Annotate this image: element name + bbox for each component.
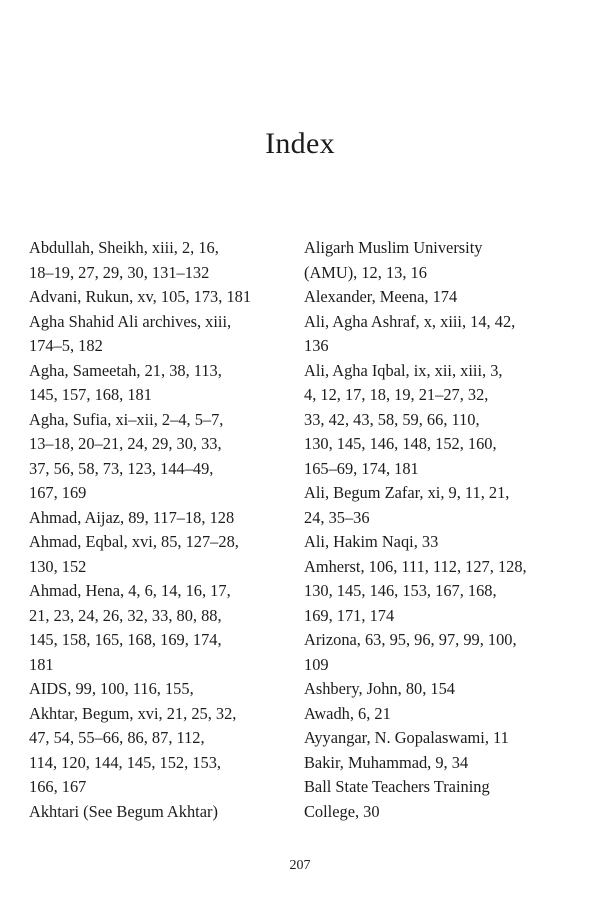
index-column-left bbox=[29, 236, 291, 824]
index-entry bbox=[29, 579, 291, 677]
index-entry bbox=[304, 775, 574, 824]
page-number: 207 bbox=[289, 858, 311, 873]
index-entry-continuation: 130, 145, 146, 153, 167, 168, bbox=[304, 581, 497, 600]
index-entry-continuation: 167, 169 bbox=[29, 483, 87, 502]
page-title: Index bbox=[265, 127, 335, 161]
index-entry-continuation: 13–18, 20–21, 24, 29, 30, 33, bbox=[29, 434, 222, 453]
index-entry-line: Advani, Rukun, xv, 105, 173, 181 bbox=[29, 287, 252, 306]
index-entry-line: Ashbery, John, 80, 154 bbox=[304, 679, 455, 698]
index-entry-line: AIDS, 99, 100, 116, 155, bbox=[29, 679, 194, 698]
index-entry-line: Agha, Sameetah, 21, 38, 113, bbox=[29, 360, 222, 380]
index-entry-continuation: 136 bbox=[304, 336, 329, 355]
index-entry bbox=[304, 236, 574, 285]
index-entry bbox=[29, 800, 291, 825]
index-entry bbox=[304, 628, 574, 677]
index-entry-line: Agha Shahid Ali archives, xiii, bbox=[29, 311, 232, 331]
index-entry-line: Alexander, Meena, 174 bbox=[304, 287, 458, 306]
index-entry-continuation: 37, 56, 58, 73, 123, 144–49, bbox=[29, 458, 214, 478]
index-entry-continuation: 169, 171, 174 bbox=[304, 605, 395, 625]
index-entry-line: Akhtari (See Begum Akhtar) bbox=[29, 801, 218, 821]
index-entry-line: Ahmad, Hena, 4, 6, 14, 16, 17, bbox=[29, 581, 231, 600]
index-entry-continuation: 4, 12, 17, 18, 19, 21–27, 32, bbox=[304, 385, 489, 404]
index-entry-continuation: 145, 157, 168, 181 bbox=[29, 385, 152, 404]
index-entry-continuation: 165–69, 174, 181 bbox=[304, 458, 419, 478]
index-entry bbox=[29, 285, 291, 310]
index-entry-line: Ali, Begum Zafar, xi, 9, 11, 21, bbox=[304, 483, 510, 502]
index-entry-line: Abdullah, Sheikh, xiii, 2, 16, bbox=[29, 238, 219, 257]
index-entry-continuation: 130, 152 bbox=[29, 556, 87, 576]
index-entry bbox=[29, 359, 291, 408]
index-entry bbox=[304, 726, 574, 751]
index-entry bbox=[304, 677, 574, 702]
index-entry bbox=[29, 236, 291, 285]
index-entry-line: Aligarh Muslim University bbox=[304, 238, 483, 257]
index-entry-continuation: 130, 145, 146, 148, 152, 160, bbox=[304, 434, 497, 453]
index-entry bbox=[29, 408, 291, 506]
index-entry-line: Ayyangar, N. Gopalaswami, 11 bbox=[304, 728, 509, 747]
index-entry-line: Ahmad, Eqbal, xvi, 85, 127–28, bbox=[29, 532, 239, 551]
index-entry-continuation: 33, 42, 43, 58, 59, 66, 110, bbox=[304, 409, 480, 429]
index-entry-continuation: College, 30 bbox=[304, 801, 380, 821]
index-entry-continuation: 47, 54, 55–66, 86, 87, 112, bbox=[29, 728, 205, 747]
index-entry-line: Agha, Sufia, xi–xii, 2–4, 5–7, bbox=[29, 409, 224, 429]
index-entry-continuation: 181 bbox=[29, 654, 54, 674]
index-entry-continuation: 166, 167 bbox=[29, 777, 87, 796]
index-entry-continuation: 145, 158, 165, 168, 169, 174, bbox=[29, 630, 222, 649]
index-entry-line: Awadh, 6, 21 bbox=[304, 703, 391, 723]
index-column-right bbox=[304, 236, 574, 824]
index-entry bbox=[29, 310, 291, 359]
index-entry-continuation: 114, 120, 144, 145, 152, 153, bbox=[29, 752, 221, 772]
index-entry-line: Ahmad, Aijaz, 89, 117–18, 128 bbox=[29, 507, 235, 527]
index-entry-line: Ali, Agha Iqbal, ix, xii, xiii, 3, bbox=[304, 360, 503, 380]
index-entry-continuation: 21, 23, 24, 26, 32, 33, 80, 88, bbox=[29, 605, 222, 625]
index-entry-continuation: 24, 35–36 bbox=[304, 507, 370, 527]
index-entry-line: Ball State Teachers Training bbox=[304, 777, 490, 796]
index-entry bbox=[304, 702, 574, 727]
index-entry bbox=[29, 506, 291, 531]
index-entry-line: Akhtar, Begum, xvi, 21, 25, 32, bbox=[29, 703, 237, 723]
index-entry-line: Arizona, 63, 95, 96, 97, 99, 100, bbox=[304, 630, 517, 649]
index-entry bbox=[29, 677, 291, 702]
index-entry bbox=[304, 555, 574, 629]
index-entry-continuation: 18–19, 27, 29, 30, 131–132 bbox=[29, 262, 210, 282]
index-entry-continuation: 174–5, 182 bbox=[29, 336, 103, 355]
index-entry bbox=[304, 481, 574, 530]
index-entry-continuation: 109 bbox=[304, 654, 329, 674]
index-entry-line: Bakir, Muhammad, 9, 34 bbox=[304, 752, 469, 772]
index-entry bbox=[304, 359, 574, 482]
index-entry bbox=[29, 530, 291, 579]
index-entry bbox=[304, 751, 574, 776]
index-entry-line: Ali, Hakim Naqi, 33 bbox=[304, 532, 439, 551]
index-entry-line: Ali, Agha Ashraf, x, xiii, 14, 42, bbox=[304, 311, 516, 331]
index-entry bbox=[304, 285, 574, 310]
index-entry bbox=[304, 530, 574, 555]
index-entry-line: Amherst, 106, 111, 112, 127, 128, bbox=[304, 556, 527, 576]
index-entry-continuation: (AMU), 12, 13, 16 bbox=[304, 262, 427, 282]
index-entry bbox=[304, 310, 574, 359]
index-entry bbox=[29, 702, 291, 800]
